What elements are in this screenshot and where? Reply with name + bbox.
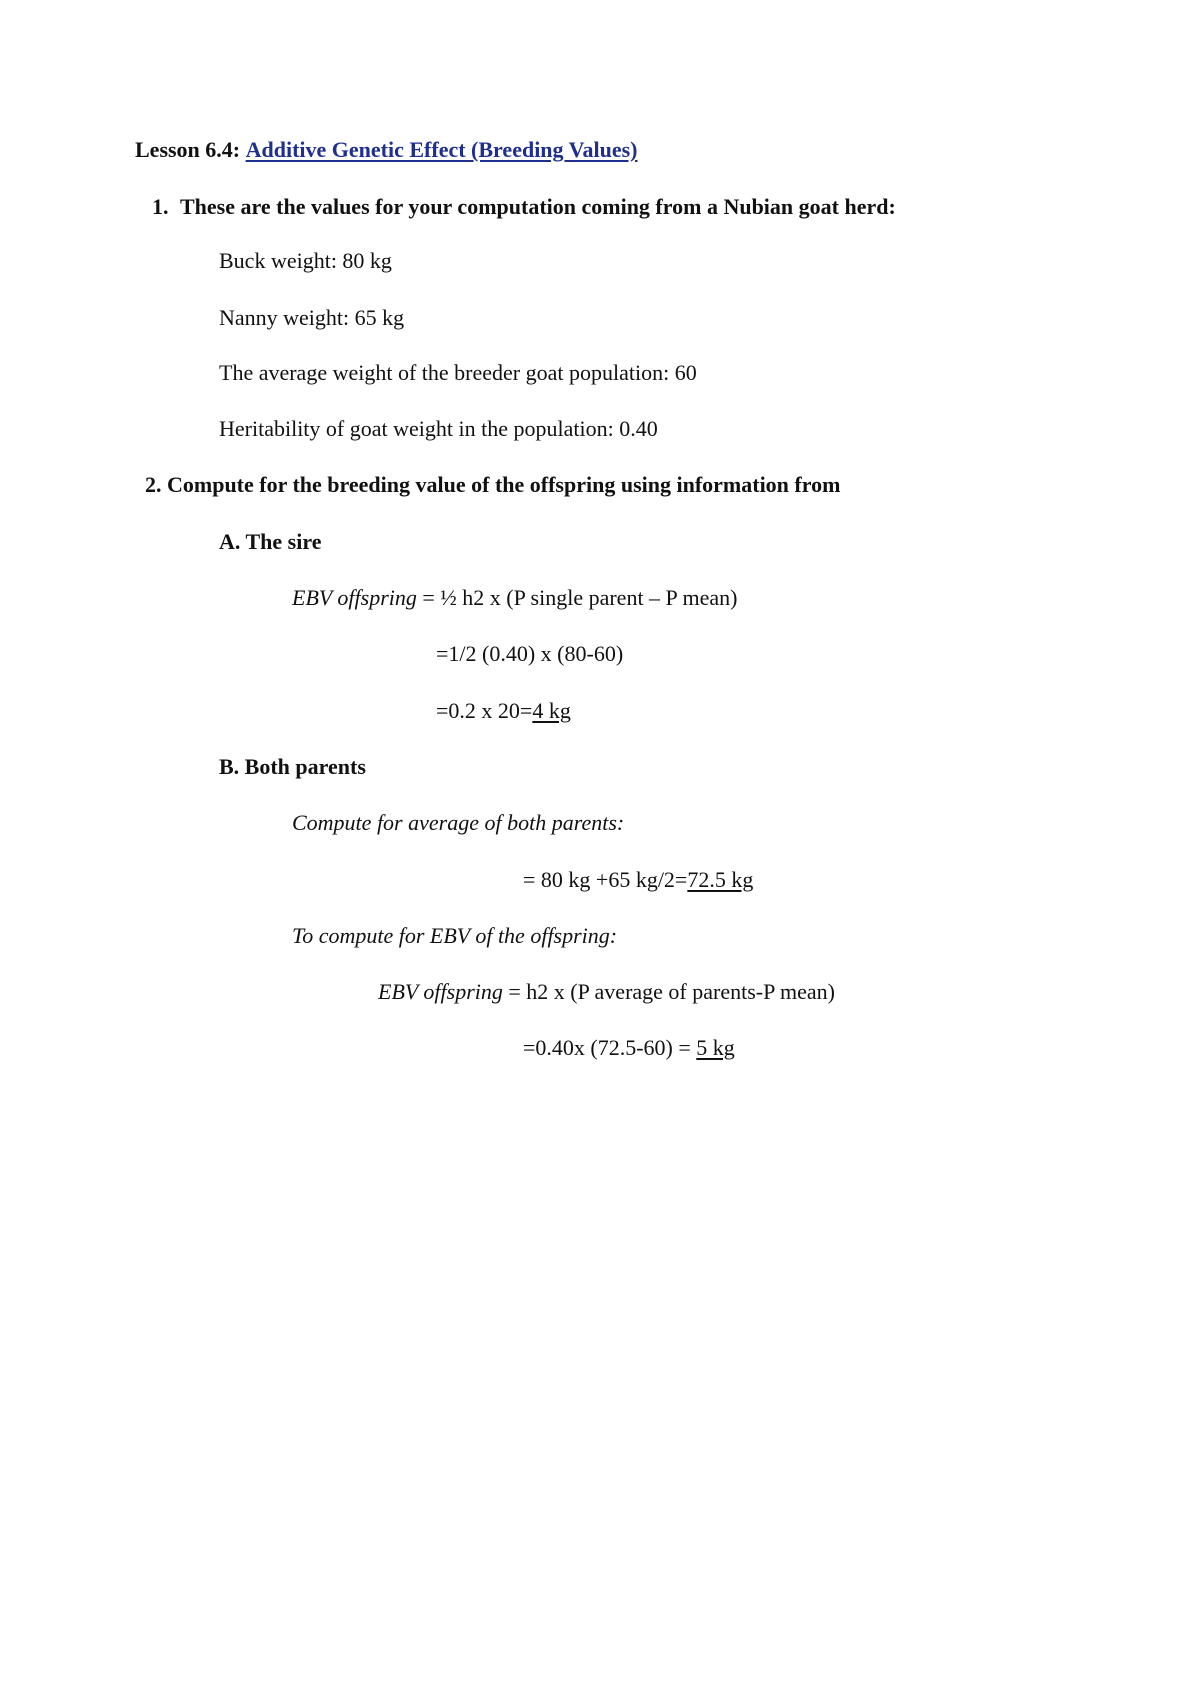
partA-step2 [436,700,571,722]
partA-heading: A. The sire [219,529,322,554]
item1-heading-text: These are the values for your computation coming from a Nubian goat herd: [180,194,896,219]
partB-avg-label: Compute for average of both parents: [292,810,625,835]
partB-formula [378,981,835,1003]
partA-formula [292,587,737,609]
partB-result: 5 kg [696,1035,735,1060]
item1-heading [152,196,896,218]
partB-formula-rest: = h2 x (P average of parents-P mean) [502,979,835,1004]
item2-heading: 2. Compute for the breeding value of the offspring using information from [145,472,841,497]
partB-avg-calc [523,869,753,891]
partA-formula-rest: = ½ h2 x (P single parent – P mean) [416,585,738,610]
partB-avg-result: 72.5 kg [687,867,754,892]
partA-step1: =1/2 (0.40) x (80-60) [436,641,624,666]
value-population-average: The average weight of the breeder goat population: 60 [219,360,697,385]
partB-formula-term: EBV offspring [378,979,503,1004]
lesson-prefix: Lesson 6.4: [135,137,241,162]
partB-ebv-label: To compute for EBV of the offspring: [292,923,618,948]
item1-number: 1. [152,194,169,219]
partB-calc-prefix: =0.40x (72.5-60) = [523,1035,697,1060]
lesson-title [135,139,638,161]
value-nanny-weight: Nanny weight: 65 kg [219,305,405,330]
partA-result: 4 kg [532,698,571,723]
partA-formula-term: EBV offspring [292,585,417,610]
partB-avg-prefix: = 80 kg +65 kg/2= [523,867,688,892]
partA-step2-prefix: =0.2 x 20= [436,698,533,723]
lesson-title-link[interactable]: Additive Genetic Effect (Breeding Values) [245,137,638,162]
value-buck-weight: Buck weight: 80 kg [219,248,392,273]
value-heritability: Heritability of goat weight in the population: 0.40 [219,416,658,441]
partB-heading: B. Both parents [219,754,366,779]
partB-calc [523,1037,735,1059]
